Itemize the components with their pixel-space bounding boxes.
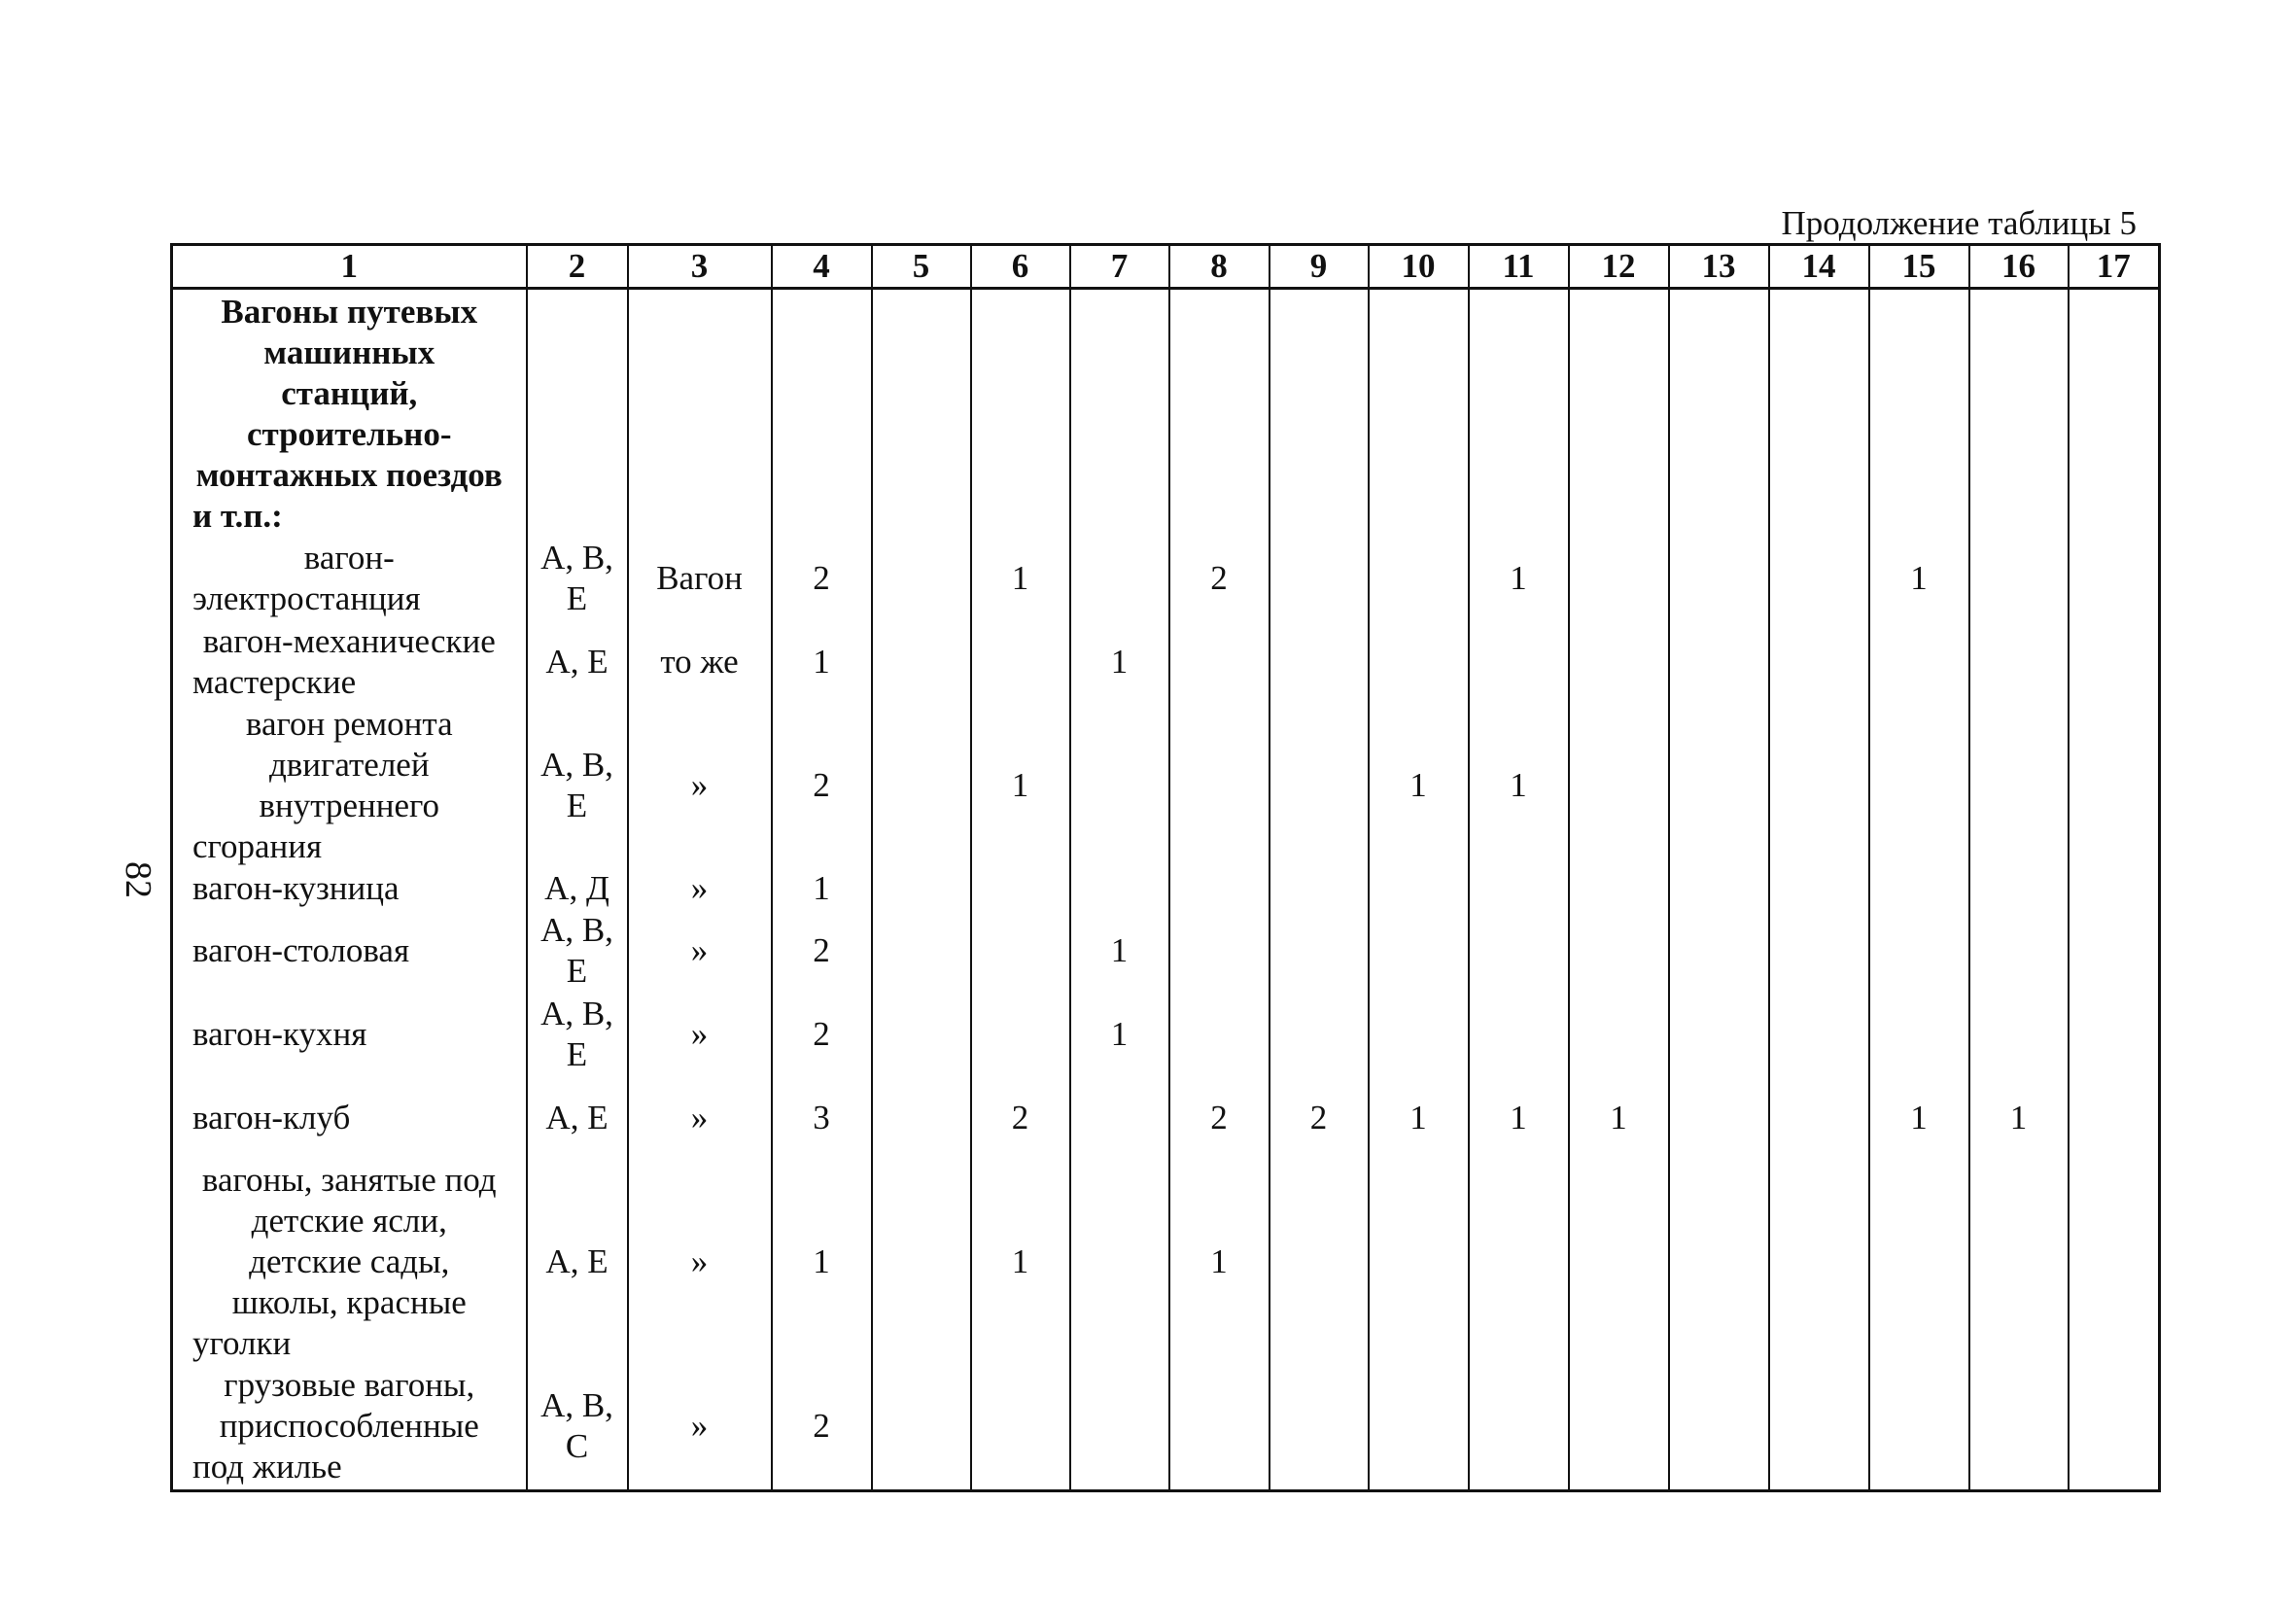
cell-col-5 [872, 1364, 971, 1490]
column-header: 9 [1270, 245, 1369, 289]
cell-col-7 [1070, 537, 1169, 620]
cell-col-7: 1 [1070, 909, 1169, 993]
row-category: А, Е [527, 620, 628, 704]
cell-col-10 [1369, 867, 1469, 909]
cell-col-14 [1769, 1364, 1869, 1490]
data-table [170, 243, 2161, 1492]
table-row [172, 1076, 2160, 1160]
cell-col-6 [971, 620, 1070, 704]
column-header: 15 [1869, 245, 1969, 289]
row-category: А, В, Е [527, 704, 628, 867]
cell-col-9: 2 [1270, 1076, 1369, 1160]
row-name: вагоны, занятые под детские ясли, детские сады, школы, красные уголки [172, 1160, 527, 1364]
cell-col-17 [2069, 537, 2160, 620]
cell-col-9 [1270, 867, 1369, 909]
cell-col-12 [1569, 704, 1669, 867]
cell-col-12 [1569, 620, 1669, 704]
cell-col-5 [872, 993, 971, 1076]
cell-col-13 [1669, 1160, 1769, 1364]
cell-col-4: 3 [772, 1076, 872, 1160]
cell-col-8 [1169, 993, 1270, 1076]
cell-col-17 [2069, 909, 2160, 993]
row-category: А, Е [527, 1160, 628, 1364]
cell-col-13 [1669, 704, 1769, 867]
group-title: Вагоны путевых машинных станций, строительно-монтажных поездов и т.п.: [172, 289, 527, 538]
cell-col-15 [1869, 1364, 1969, 1490]
cell-col-4: 2 [772, 537, 872, 620]
row-category: А, В, Е [527, 537, 628, 620]
column-header: 17 [2069, 245, 2160, 289]
cell-col-16 [1969, 620, 2069, 704]
cell-col-12 [1569, 993, 1669, 1076]
header-row [172, 245, 2160, 289]
cell-col-14 [1769, 537, 1869, 620]
cell-col-6 [971, 909, 1070, 993]
cell-col-14 [1769, 993, 1869, 1076]
cell-col-10 [1369, 993, 1469, 1076]
row-category: А, В, С [527, 1364, 628, 1490]
cell-col-13 [1669, 1364, 1769, 1490]
cell-col-5 [872, 867, 971, 909]
row-type: » [628, 1076, 772, 1160]
page-number: 82 [118, 861, 158, 898]
row-name: вагон ремонта двигателей внутреннего сгорания [172, 704, 527, 867]
cell-col-10 [1369, 1364, 1469, 1490]
cell-col-14 [1769, 1076, 1869, 1160]
cell-col-16 [1969, 1364, 2069, 1490]
cell-col-13 [1669, 993, 1769, 1076]
cell-col-4: 2 [772, 1364, 872, 1490]
cell-col-17 [2069, 620, 2160, 704]
cell-col-14 [1769, 704, 1869, 867]
table-row [172, 537, 2160, 620]
cell-col-5 [872, 537, 971, 620]
cell-col-12 [1569, 1160, 1669, 1364]
cell-col-5 [872, 1076, 971, 1160]
table-row [172, 867, 2160, 909]
cell-col-7 [1070, 1160, 1169, 1364]
row-type: Вагон [628, 537, 772, 620]
cell-col-9 [1270, 909, 1369, 993]
cell-col-13 [1669, 867, 1769, 909]
cell-col-9 [1270, 620, 1369, 704]
cell-col-15 [1869, 620, 1969, 704]
cell-col-10 [1369, 1160, 1469, 1364]
table-row [172, 1160, 2160, 1364]
cell-col-16 [1969, 867, 2069, 909]
cell-col-4: 1 [772, 1160, 872, 1364]
cell-col-12 [1569, 537, 1669, 620]
cell-col-11 [1469, 993, 1569, 1076]
column-header: 8 [1169, 245, 1270, 289]
row-type: то же [628, 620, 772, 704]
column-header: 4 [772, 245, 872, 289]
row-name: вагон-электростанция [172, 537, 527, 620]
column-header: 3 [628, 245, 772, 289]
row-category: А, Д [527, 867, 628, 909]
row-type: » [628, 993, 772, 1076]
column-header: 11 [1469, 245, 1569, 289]
cell-col-15 [1869, 1160, 1969, 1364]
cell-col-9 [1270, 1160, 1369, 1364]
cell-col-7 [1070, 867, 1169, 909]
cell-col-8: 1 [1169, 1160, 1270, 1364]
cell-col-4: 2 [772, 704, 872, 867]
group-row [172, 289, 2160, 538]
column-header: 5 [872, 245, 971, 289]
cell-col-11 [1469, 1160, 1569, 1364]
cell-col-8 [1169, 909, 1270, 993]
cell-col-5 [872, 1160, 971, 1364]
cell-col-15 [1869, 704, 1969, 867]
cell-col-7 [1070, 1076, 1169, 1160]
cell-col-15 [1869, 867, 1969, 909]
cell-col-16 [1969, 1160, 2069, 1364]
cell-col-4: 1 [772, 867, 872, 909]
table-row [172, 620, 2160, 704]
cell-col-10 [1369, 620, 1469, 704]
cell-col-17 [2069, 1076, 2160, 1160]
column-header: 12 [1569, 245, 1669, 289]
cell-col-10: 1 [1369, 704, 1469, 867]
cell-col-6 [971, 1364, 1070, 1490]
cell-col-11 [1469, 1364, 1569, 1490]
cell-col-7: 1 [1070, 993, 1169, 1076]
cell-col-16 [1969, 909, 2069, 993]
cell-col-17 [2069, 867, 2160, 909]
cell-col-9 [1270, 537, 1369, 620]
table-row [172, 909, 2160, 993]
cell-col-7: 1 [1070, 620, 1169, 704]
cell-col-9 [1270, 993, 1369, 1076]
row-name: вагон-механические мастерские [172, 620, 527, 704]
cell-col-6: 2 [971, 1076, 1070, 1160]
cell-col-4: 2 [772, 993, 872, 1076]
cell-col-17 [2069, 993, 2160, 1076]
cell-col-6: 1 [971, 1160, 1070, 1364]
cell-col-8: 2 [1169, 537, 1270, 620]
cell-col-14 [1769, 867, 1869, 909]
row-type: » [628, 867, 772, 909]
row-name: вагон-клуб [172, 1076, 527, 1160]
cell-col-8 [1169, 620, 1270, 704]
cell-col-9 [1270, 704, 1369, 867]
cell-col-11: 1 [1469, 537, 1569, 620]
cell-col-8 [1169, 867, 1270, 909]
cell-col-16 [1969, 704, 2069, 867]
cell-col-17 [2069, 1160, 2160, 1364]
cell-col-11 [1469, 867, 1569, 909]
cell-col-7 [1070, 1364, 1169, 1490]
column-header: 10 [1369, 245, 1469, 289]
cell-col-9 [1270, 1364, 1369, 1490]
row-name: вагон-кухня [172, 993, 527, 1076]
row-category: А, Е [527, 1076, 628, 1160]
row-name: вагон-столовая [172, 909, 527, 993]
cell-col-16 [1969, 537, 2069, 620]
cell-col-4: 2 [772, 909, 872, 993]
table-row [172, 704, 2160, 867]
cell-col-6 [971, 867, 1070, 909]
cell-col-11: 1 [1469, 704, 1569, 867]
column-header: 2 [527, 245, 628, 289]
row-category: А, В, Е [527, 909, 628, 993]
cell-col-4: 1 [772, 620, 872, 704]
cell-col-13 [1669, 620, 1769, 704]
row-name: грузовые вагоны, приспособленные под жилье [172, 1364, 527, 1490]
table-row [172, 993, 2160, 1076]
row-type: » [628, 909, 772, 993]
cell-col-15: 1 [1869, 1076, 1969, 1160]
cell-col-15 [1869, 993, 1969, 1076]
cell-col-5 [872, 620, 971, 704]
cell-col-12 [1569, 909, 1669, 993]
cell-col-11: 1 [1469, 1076, 1569, 1160]
row-type: » [628, 704, 772, 867]
cell-col-5 [872, 704, 971, 867]
cell-col-11 [1469, 909, 1569, 993]
cell-col-11 [1469, 620, 1569, 704]
cell-col-16 [1969, 993, 2069, 1076]
cell-col-7 [1070, 704, 1169, 867]
cell-col-12: 1 [1569, 1076, 1669, 1160]
table-caption: Продолжение таблицы 5 [1781, 204, 2137, 242]
column-header: 1 [172, 245, 527, 289]
column-header: 7 [1070, 245, 1169, 289]
cell-col-5 [872, 909, 971, 993]
column-header: 13 [1669, 245, 1769, 289]
cell-col-6 [971, 993, 1070, 1076]
cell-col-8 [1169, 1364, 1270, 1490]
row-type: » [628, 1160, 772, 1364]
cell-col-15 [1869, 909, 1969, 993]
table-row [172, 1364, 2160, 1490]
cell-col-10 [1369, 537, 1469, 620]
row-name: вагон-кузница [172, 867, 527, 909]
cell-col-13 [1669, 909, 1769, 993]
cell-col-16: 1 [1969, 1076, 2069, 1160]
cell-col-12 [1569, 867, 1669, 909]
cell-col-14 [1769, 909, 1869, 993]
cell-col-12 [1569, 1364, 1669, 1490]
cell-col-8: 2 [1169, 1076, 1270, 1160]
cell-col-13 [1669, 537, 1769, 620]
cell-col-13 [1669, 1076, 1769, 1160]
cell-col-10: 1 [1369, 1076, 1469, 1160]
cell-col-14 [1769, 620, 1869, 704]
cell-col-17 [2069, 1364, 2160, 1490]
cell-col-15: 1 [1869, 537, 1969, 620]
cell-col-14 [1769, 1160, 1869, 1364]
cell-col-6: 1 [971, 704, 1070, 867]
row-category: А, В, Е [527, 993, 628, 1076]
column-header: 16 [1969, 245, 2069, 289]
column-header: 14 [1769, 245, 1869, 289]
cell-col-8 [1169, 704, 1270, 867]
cell-col-17 [2069, 704, 2160, 867]
row-type: » [628, 1364, 772, 1490]
column-header: 6 [971, 245, 1070, 289]
cell-col-10 [1369, 909, 1469, 993]
cell-col-6: 1 [971, 537, 1070, 620]
